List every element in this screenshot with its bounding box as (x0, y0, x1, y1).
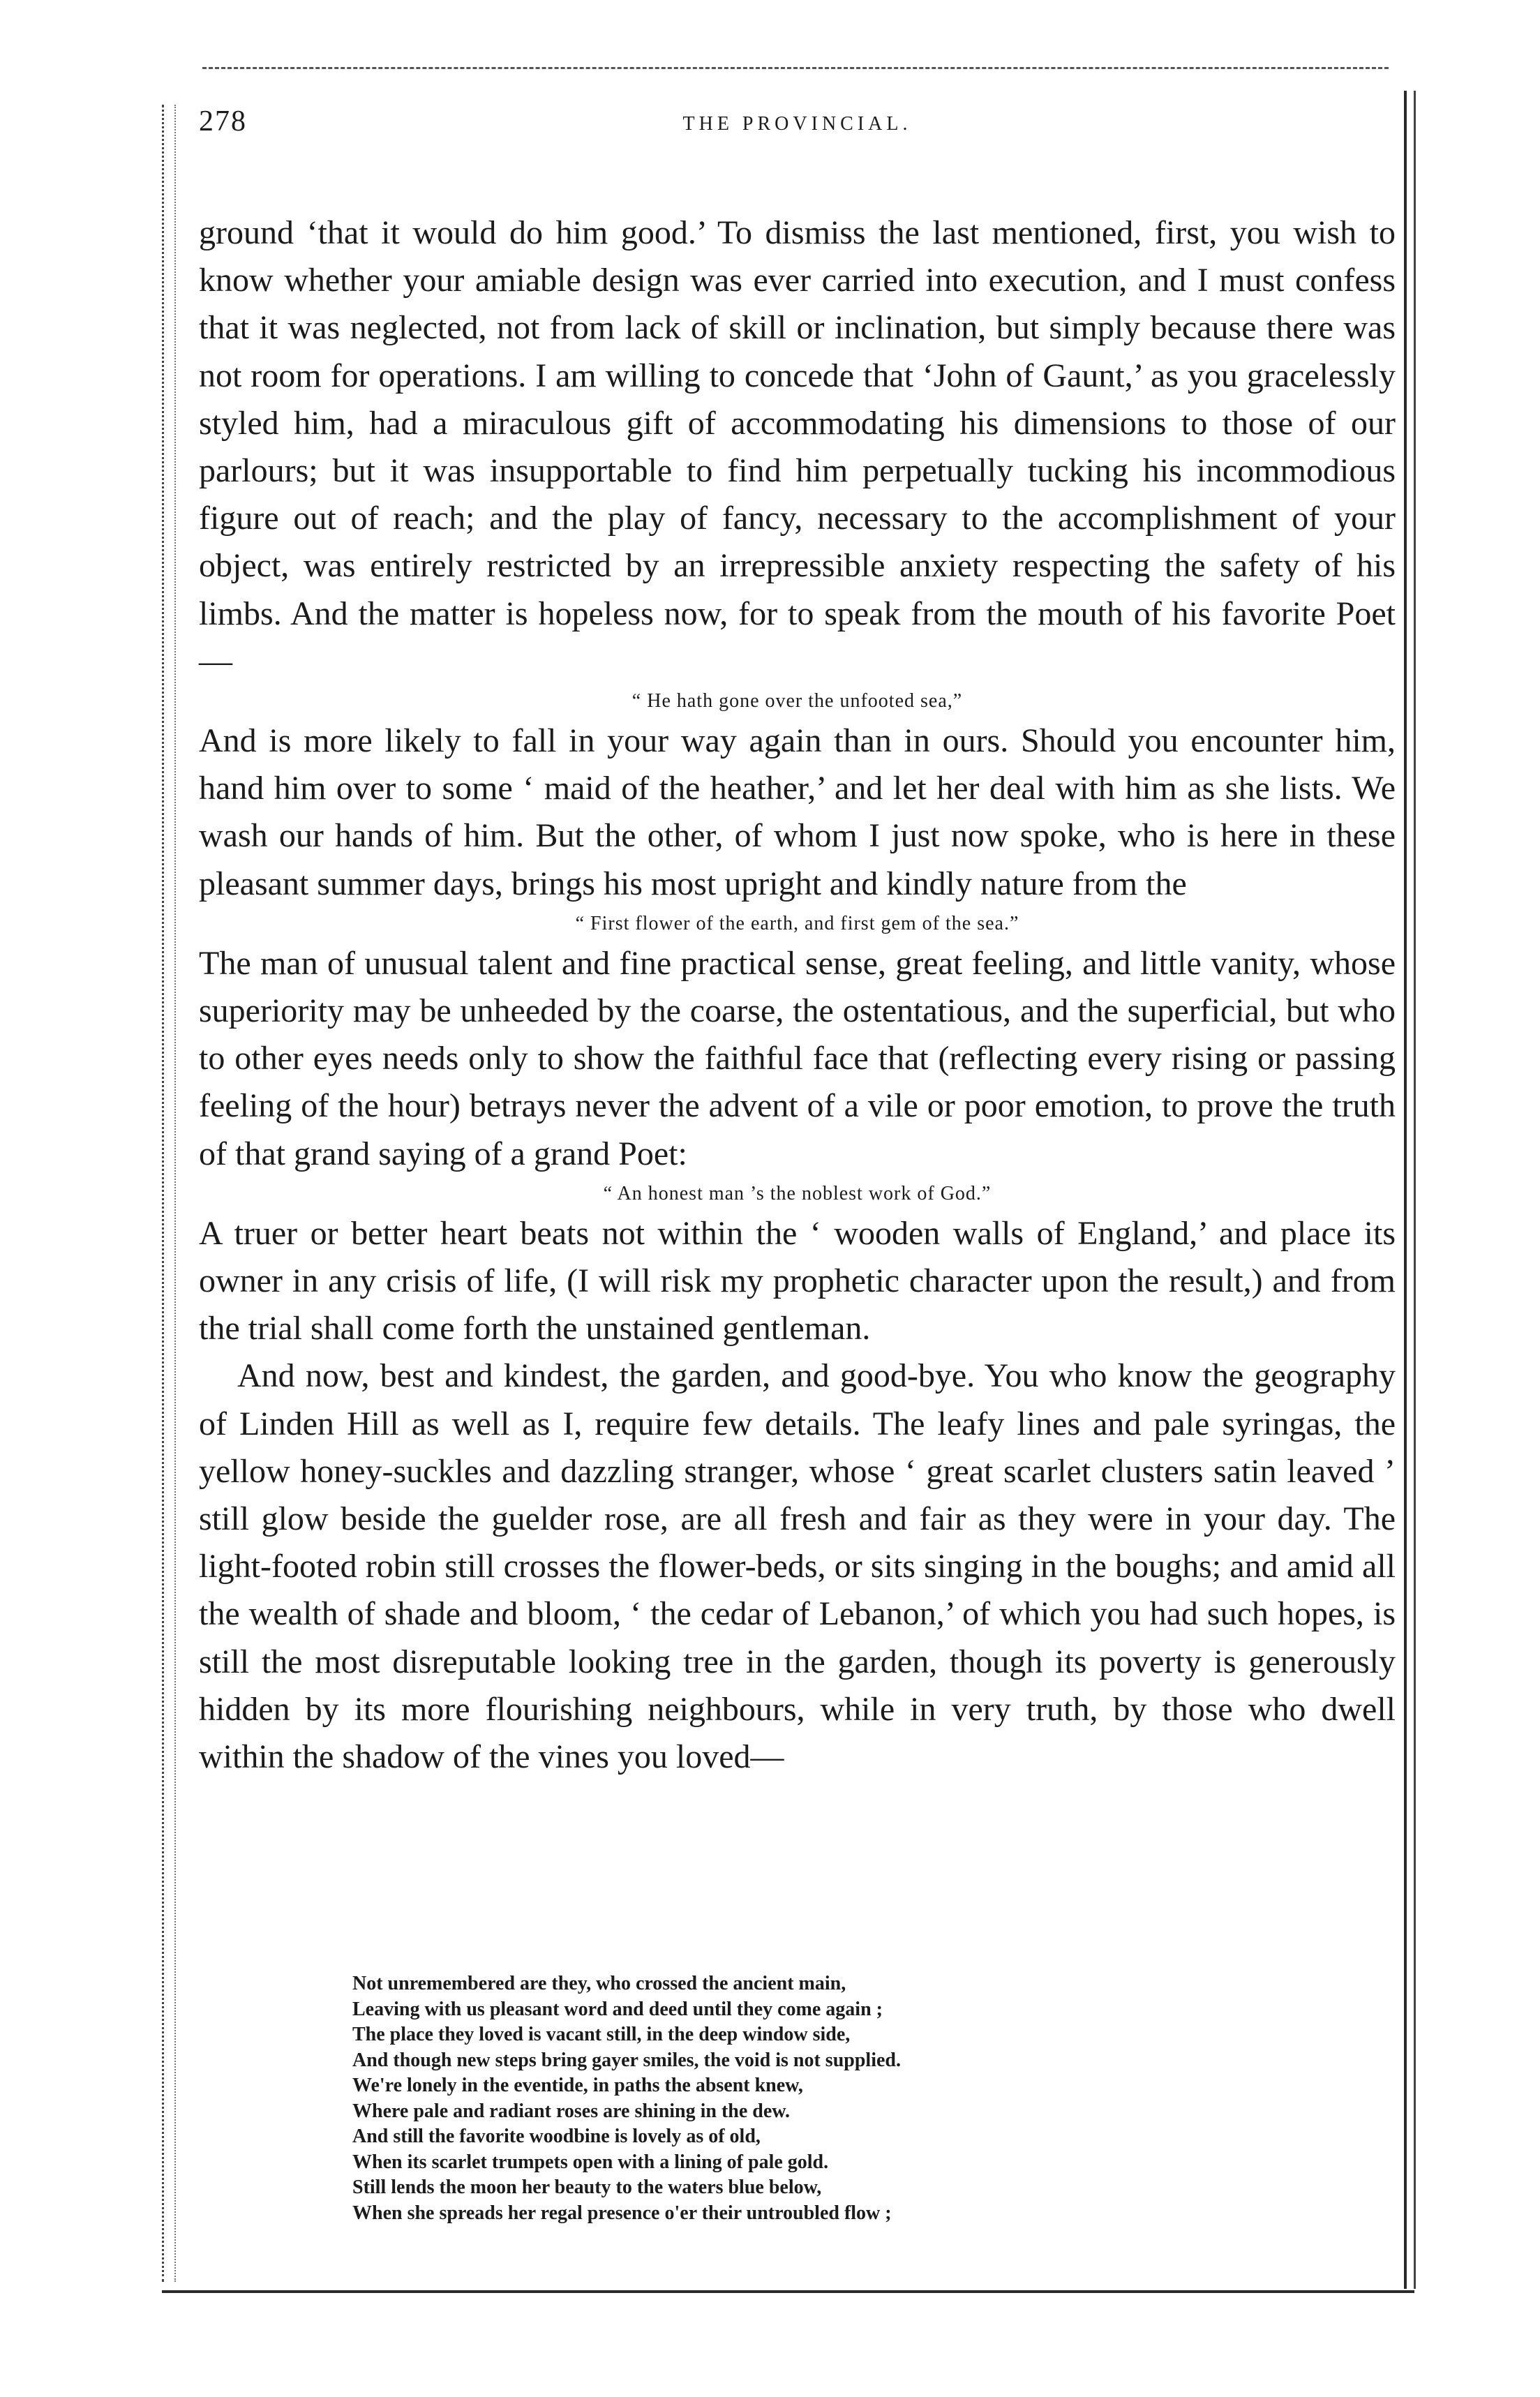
running-title: THE PROVINCIAL. (682, 113, 912, 135)
paragraph-3: The man of unusual talent and fine practical sense, great feeling, and little vanity, whose superiority may be unheeded by the coarse, the ostentatious, and the superficial, but who to other eyes needs only to show the faithful face that (reflecting every rising or passing feeling of the hour) betrays never the advent of a vile or poor emotion, to prove the truth of that grand saying of a grand Poet: (199, 944, 1396, 1172)
paragraph-4: A truer or better heart beats not within the ‘ wooden walls of England,’ and place its owner in any crisis of life, (I will risk my prophetic character upon the result,) and from the trial shall come forth the unstained gentleman. (199, 1214, 1396, 1347)
poem-line: Leaving with us pleasant word and deed until they come again ; (352, 1998, 883, 2020)
quote-first-flower: “ First flower of the earth, and first gem of the sea.” (575, 912, 1019, 934)
poem-line: Still lends the moon her beauty to the waters blue below, (352, 2176, 822, 2198)
poem-line: And still the favorite woodbine is lovely as of old, (352, 2126, 761, 2147)
page-body (199, 209, 1396, 1781)
poem-line: When she spreads her regal presence o'er their untroubled flow ; (352, 2202, 892, 2224)
bottom-border-rule (162, 2290, 1414, 2293)
left-inner-border-rule (174, 105, 176, 2282)
paragraph-5: And now, best and kindest, the garden, and good-bye. You who know the geography of Linden Hill as well as I, require few details. The leafy lines and pale syringas, the yellow honey-suckles and dazzling stranger, whose ‘ great scarlet clusters satin leaved ’ still glow beside the guelder rose, are all fresh and fair as they were in your day. The light-footed robin still crosses the flower-beds, or sits singing in the boughs; and amid all the wealth of shade and bloom, ‘ the cedar of Lebanon,’ of which you had such hopes, is still the most disreputable looking tree in the garden, though its poverty is generously hidden by its more flourishing neighbours, while in very truth, by those who dwell within the shadow of the vines you loved— (199, 1357, 1396, 1776)
poem-stanza (352, 1971, 1259, 2226)
poem-line: We're lonely in the eventide, in paths the absent knew, (352, 2075, 803, 2096)
poem-line: The place they loved is vacant still, in the deep window side, (352, 2024, 851, 2045)
paragraph-2: And is more likely to fall in your way again than in ours. Should you encounter him, hand him over to some ‘ maid of the heather,’ and let her deal with him as she lists. We wash our hands of him. But the other, of whom I just now spoke, who is here in these pleasant summer days, brings his most upright and kindly nature from the (199, 722, 1396, 902)
quote-honest-man: “ An honest man ’s the noblest work of God.” (603, 1182, 992, 1204)
right-border-rule (1404, 91, 1407, 2289)
paragraph-1: ground ‘that it would do him good.’ To dismiss the last mentioned, first, you wish to know whether your amiable design was ever carried into execution, and I must confess that it was neglected, not from lack of skill or inclination, but simply because there was not room for operations. I am willing to concede that ‘John of Gaunt,’ as you gracelessly styled him, had a miraculous gift of accommodating his dimensions to those of our parlours; but it was insupportable to find him perpetually tucking his incommodious figure out of reach; and the play of fancy, necessary to the accomplishment of your object, was entirely restricted by an irrepressible anxiety respecting the safety of his limbs. And the matter is hopeless now, for to speak from the mouth of his favorite Poet— (199, 214, 1396, 680)
left-border-rule (162, 105, 164, 2282)
page-header (199, 105, 1396, 147)
right-inner-border-rule (1414, 91, 1416, 2289)
quote-unfooted-sea: “ He hath gone over the unfooted sea,” (631, 690, 963, 712)
poem-line: Where pale and radiant roses are shining in the dew. (352, 2100, 790, 2122)
page-number: 278 (199, 105, 247, 137)
poem-line: When its scarlet trumpets open with a lining of pale gold. (352, 2151, 829, 2173)
poem-line: Not unremembered are they, who crossed the ancient main, (352, 1973, 846, 1994)
poem-line: And though new steps bring gayer smiles, the void is not supplied. (352, 2049, 901, 2071)
top-border-rule (202, 67, 1389, 69)
